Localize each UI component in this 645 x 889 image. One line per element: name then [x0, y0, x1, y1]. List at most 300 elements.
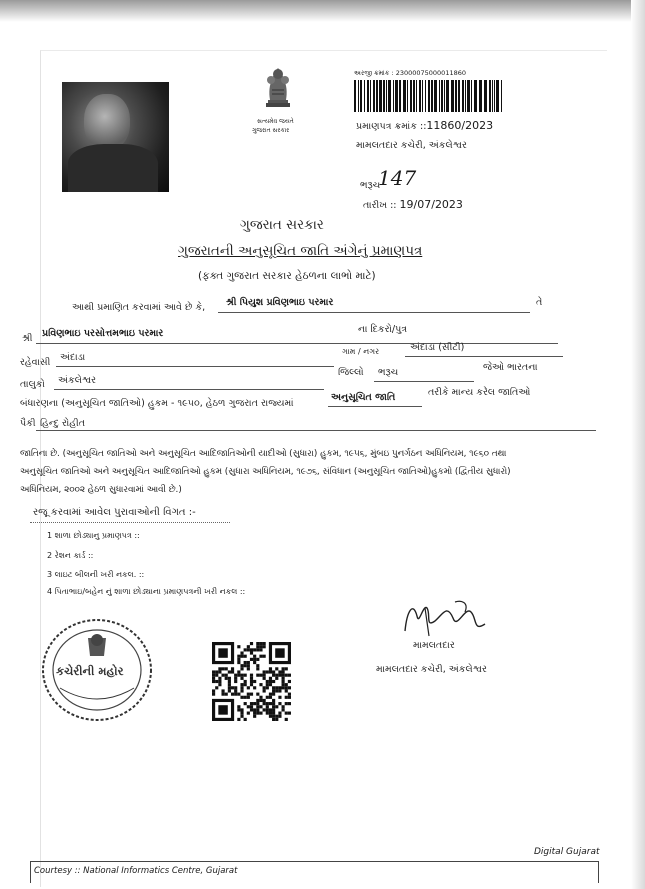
qr-module — [256, 708, 259, 711]
signatory-office: મામલતદાર કચેરી, અંકલેશ્વર — [376, 664, 487, 675]
barcode-bar — [492, 80, 493, 112]
qr-module — [256, 667, 259, 670]
barcode-bar — [416, 80, 417, 112]
qr-module — [240, 677, 243, 680]
qr-module — [244, 702, 247, 705]
barcode-bar — [496, 80, 499, 112]
handwritten-number: 147 — [378, 166, 417, 190]
qr-module — [212, 680, 215, 683]
qr-module — [256, 693, 259, 696]
barcode-bar — [393, 80, 394, 112]
date-value: 19/07/2023 — [399, 198, 463, 211]
qr-module — [272, 689, 275, 692]
qr-module — [263, 708, 266, 711]
qr-module — [247, 712, 250, 715]
application-no-label: અરજી ક્રમાંક — [354, 69, 390, 77]
qr-module — [234, 689, 237, 692]
qr-module — [253, 686, 256, 689]
qr-module — [247, 661, 250, 664]
documents-heading-underline — [30, 522, 230, 523]
qr-module — [263, 686, 266, 689]
qr-module — [282, 705, 285, 708]
qr-module — [285, 683, 288, 686]
qr-module — [272, 699, 275, 702]
qr-finder — [275, 648, 284, 657]
barcode-bar — [383, 80, 385, 112]
qr-module — [237, 708, 240, 711]
qr-module — [278, 712, 281, 715]
qr-module — [272, 680, 275, 683]
qr-module — [228, 680, 231, 683]
qr-module — [244, 674, 247, 677]
qr-module — [253, 658, 256, 661]
scan-edge — [631, 0, 645, 889]
government-title: ગુજરાત સરકાર — [240, 217, 324, 233]
applicant-name: શ્રી પિયુશ પ્રવિણભાઇ પરમાર — [226, 297, 334, 308]
qr-module — [253, 680, 256, 683]
qr-module — [228, 686, 231, 689]
state-emblem-icon — [248, 60, 308, 122]
qr-module — [285, 696, 288, 699]
qr-module — [263, 642, 266, 645]
qr-module — [253, 715, 256, 718]
qr-module — [250, 651, 253, 654]
qr-module — [237, 705, 240, 708]
qr-module — [278, 674, 281, 677]
qr-module — [212, 674, 215, 677]
barcode-bar — [431, 80, 433, 112]
qr-module — [218, 667, 221, 670]
barcode-bar — [367, 80, 369, 112]
qr-module — [244, 696, 247, 699]
qr-module — [272, 693, 275, 696]
qr-module — [256, 674, 259, 677]
qr-module — [240, 712, 243, 715]
footer-border-left — [30, 861, 31, 883]
barcode-bar — [458, 80, 460, 112]
qr-module — [272, 712, 275, 715]
qr-module — [266, 708, 269, 711]
barcode-bar — [370, 80, 371, 112]
qr-module — [272, 686, 275, 689]
qr-module — [272, 674, 275, 677]
barcode-bar — [471, 80, 472, 112]
qr-module — [244, 664, 247, 667]
barcode-bar — [407, 80, 408, 112]
qr-module — [266, 712, 269, 715]
qr-module — [285, 718, 288, 721]
barcode-bar — [379, 80, 382, 112]
barcode-bar — [441, 80, 443, 112]
qr-module — [231, 667, 234, 670]
photo-body — [68, 144, 158, 192]
qr-module — [285, 667, 288, 670]
qr-module — [247, 705, 250, 708]
qr-module — [228, 670, 231, 673]
qr-module — [272, 708, 275, 711]
qr-module — [225, 674, 228, 677]
qr-module — [237, 645, 240, 648]
district-label: જિલ્લો — [338, 367, 364, 378]
qr-module — [285, 702, 288, 705]
qr-module — [244, 661, 247, 664]
taluka-underline — [54, 389, 324, 390]
qr-module — [237, 658, 240, 661]
qr-module — [256, 699, 259, 702]
qr-module — [263, 702, 266, 705]
qr-module — [234, 693, 237, 696]
qr-module — [240, 715, 243, 718]
qr-module — [269, 708, 272, 711]
barcode-bar — [422, 80, 423, 112]
footer-border-right — [598, 861, 599, 883]
qr-module — [244, 683, 247, 686]
qr-module — [212, 677, 215, 680]
qr-module — [259, 642, 262, 645]
qr-module — [285, 674, 288, 677]
qr-module — [247, 645, 250, 648]
india-text: જેઓ ભારતના — [483, 362, 538, 373]
qr-module — [275, 718, 278, 721]
barcode-bar — [501, 80, 502, 112]
qr-module — [212, 693, 215, 696]
caste-category: અનુસૂચિત જાતિ — [331, 392, 396, 403]
qr-module — [244, 680, 247, 683]
qr-module — [247, 648, 250, 651]
barcode-bar — [354, 80, 356, 112]
qr-module — [256, 712, 259, 715]
qr-finder — [218, 705, 227, 714]
qr-module — [253, 661, 256, 664]
barcode-bar — [386, 80, 387, 112]
qr-module — [275, 667, 278, 670]
qr-module — [225, 667, 228, 670]
qr-module — [278, 696, 281, 699]
footer-border — [30, 861, 598, 862]
barcode-bar — [428, 80, 430, 112]
name-underline — [218, 312, 530, 313]
barcode-bar — [467, 80, 470, 112]
resident-value: અંદાડા — [60, 352, 86, 363]
emblem-subcaption: ગુજરાત સરકાર — [252, 127, 290, 134]
qr-module — [247, 667, 250, 670]
qr-module — [256, 702, 259, 705]
qr-module — [266, 683, 269, 686]
qr-module — [288, 686, 291, 689]
qr-module — [272, 705, 275, 708]
qr-module — [263, 655, 266, 658]
qr-module — [266, 686, 269, 689]
qr-module — [231, 686, 234, 689]
certify-text: આથી પ્રમાણિત કરવામાં આવે છે કે, — [72, 302, 206, 313]
qr-code-icon — [212, 642, 291, 721]
barcode-bar — [360, 80, 362, 112]
qr-module — [240, 689, 243, 692]
qr-module — [247, 696, 250, 699]
qr-module — [247, 693, 250, 696]
qr-module — [259, 645, 262, 648]
qr-module — [250, 677, 253, 680]
qr-module — [234, 677, 237, 680]
qr-module — [256, 648, 259, 651]
qr-module — [212, 670, 215, 673]
qr-module — [234, 686, 237, 689]
qr-module — [282, 708, 285, 711]
father-underline — [36, 343, 558, 344]
qr-module — [225, 677, 228, 680]
taluka-value: અંકલેશ્વર — [58, 375, 97, 386]
barcode-bar — [425, 80, 426, 112]
qr-module — [250, 693, 253, 696]
qr-module — [266, 696, 269, 699]
qr-module — [240, 674, 243, 677]
qr-module — [266, 705, 269, 708]
qr-module — [228, 677, 231, 680]
qr-module — [240, 655, 243, 658]
barcode-bar — [358, 80, 359, 112]
documents-heading: રજૂ કરવામાં આવેલ પુરાવાઓની વિગત :- — [33, 507, 196, 518]
barcode-bar — [446, 80, 449, 112]
qr-module — [231, 670, 234, 673]
qr-module — [250, 705, 253, 708]
qr-module — [282, 667, 285, 670]
qr-module — [269, 696, 272, 699]
barcode-bar — [399, 80, 401, 112]
qr-module — [269, 677, 272, 680]
qr-module — [275, 689, 278, 692]
paragraph-line-2: અનુસૂચિત જાતિઓ અને અનુસૂચિત આદિજાતિઓ હુકમ (સુધારા અધિનિયમ, ૧૯૭૬, સંવિધાન (અનુસૂચિત જાતિઓ)હુકમો (દ્વિતીય સુધારો) — [20, 467, 511, 477]
qr-module — [237, 661, 240, 664]
qr-module — [231, 693, 234, 696]
qr-module — [215, 686, 218, 689]
barcode-bar — [484, 80, 487, 112]
qr-module — [266, 702, 269, 705]
qr-module — [228, 683, 231, 686]
qr-module — [263, 670, 266, 673]
place-label: ભરૂચ — [360, 180, 381, 191]
qr-module — [215, 670, 218, 673]
qr-module — [237, 693, 240, 696]
qr-module — [250, 708, 253, 711]
qr-module — [288, 680, 291, 683]
qr-module — [253, 655, 256, 658]
certificate-subtitle: (ફક્ત ગુજરાત સરકાર હેઠળના લાભો માટે) — [198, 270, 376, 282]
qr-module — [244, 648, 247, 651]
qr-module — [269, 670, 272, 673]
qr-module — [272, 702, 275, 705]
qr-module — [253, 648, 256, 651]
barcode-bar — [455, 80, 457, 112]
signature-icon — [395, 596, 495, 646]
qr-module — [263, 699, 266, 702]
qr-module — [218, 670, 221, 673]
qr-module — [278, 702, 281, 705]
qr-module — [263, 645, 266, 648]
qr-module — [240, 667, 243, 670]
qr-module — [288, 693, 291, 696]
qr-module — [221, 674, 224, 677]
barcode-bar — [434, 80, 437, 112]
date-label: તારીખ — [363, 200, 388, 211]
qr-module — [221, 667, 224, 670]
document-item-4: 4 પિતાભાઇ/બહેન નું શાળા છોડ્યાના પ્રમાણપત્રની ખરી નકલ :: — [47, 587, 246, 596]
qr-module — [240, 651, 243, 654]
qr-module — [275, 715, 278, 718]
qr-module — [250, 658, 253, 661]
qr-module — [278, 670, 281, 673]
qr-module — [282, 683, 285, 686]
qr-module — [240, 696, 243, 699]
qr-module — [259, 683, 262, 686]
qr-module — [288, 712, 291, 715]
qr-module — [253, 708, 256, 711]
signatory-designation: મામલતદાર — [413, 640, 455, 651]
qr-module — [272, 670, 275, 673]
barcode-bar — [444, 80, 445, 112]
qr-module — [266, 680, 269, 683]
barcode-bar — [489, 80, 491, 112]
qr-module — [282, 686, 285, 689]
qr-module — [218, 677, 221, 680]
barcode-bar — [373, 80, 375, 112]
qr-module — [269, 683, 272, 686]
qr-module — [269, 702, 272, 705]
qr-module — [225, 693, 228, 696]
barcode-bar — [462, 80, 464, 112]
qr-module — [278, 686, 281, 689]
qr-module — [237, 674, 240, 677]
qr-module — [240, 686, 243, 689]
qr-module — [259, 712, 262, 715]
qr-module — [282, 677, 285, 680]
barcode-bar — [364, 80, 365, 112]
qr-module — [282, 674, 285, 677]
qr-module — [250, 702, 253, 705]
qr-module — [221, 689, 224, 692]
qr-module — [269, 667, 272, 670]
qr-module — [275, 705, 278, 708]
district-value: ભરૂચ — [378, 367, 399, 378]
qr-module — [244, 718, 247, 721]
qr-module — [259, 696, 262, 699]
qr-module — [288, 696, 291, 699]
certificate-no-value: 11860/2023 — [426, 119, 494, 132]
qr-module — [250, 680, 253, 683]
barcode-bar — [395, 80, 398, 112]
qr-module — [285, 712, 288, 715]
certificate-no-label: પ્રમાણપત્ર ક્રમાંક — [356, 121, 417, 132]
emblem-caption: સત્યમેવ જયતે — [257, 118, 294, 125]
qr-module — [285, 686, 288, 689]
barcode-bar — [376, 80, 378, 112]
qr-module — [240, 664, 243, 667]
qr-module — [272, 718, 275, 721]
barcode-bar — [451, 80, 454, 112]
caste-underline — [36, 430, 596, 431]
application-no-value: 23000075000011860 — [395, 69, 466, 77]
recognized-text: તરીકે માન્ય કરેલ જાતિઓ — [428, 387, 531, 398]
qr-module — [247, 664, 250, 667]
scan-shadow — [0, 0, 645, 22]
category-underline — [328, 406, 422, 407]
qr-finder — [218, 648, 227, 657]
barcode-bar — [439, 80, 440, 112]
qr-module — [269, 712, 272, 715]
application-number: અરજી ક્રમાંક : 23000075000011860 — [354, 69, 466, 77]
qr-module — [215, 680, 218, 683]
qr-module — [250, 674, 253, 677]
qr-module — [278, 689, 281, 692]
qr-module — [240, 708, 243, 711]
qr-module — [218, 683, 221, 686]
qr-module — [221, 693, 224, 696]
applicant-photo — [62, 82, 169, 192]
qr-module — [240, 683, 243, 686]
district-underline — [374, 381, 474, 382]
qr-module — [272, 715, 275, 718]
qr-module — [269, 693, 272, 696]
qr-module — [253, 702, 256, 705]
qr-module — [250, 648, 253, 651]
qr-module — [275, 686, 278, 689]
footer-brand: Digital Gujarat — [534, 847, 600, 857]
qr-module — [244, 655, 247, 658]
barcode-bar — [479, 80, 482, 112]
qr-module — [256, 664, 259, 667]
qr-module — [259, 674, 262, 677]
qr-module — [212, 689, 215, 692]
village-value: અંદાડા (સીટી) — [410, 342, 465, 353]
qr-module — [228, 689, 231, 692]
photo-face — [84, 94, 130, 150]
qr-module — [282, 670, 285, 673]
shri-prefix: શ્રી — [22, 333, 33, 344]
barcode-icon — [354, 80, 504, 112]
qr-module — [256, 642, 259, 645]
issue-date: તારીખ :: 19/07/2023 — [363, 198, 463, 211]
qr-module — [215, 674, 218, 677]
qr-module — [259, 655, 262, 658]
paragraph-line-3: અધિનિયમ, ૨૦૦૨ હેઠળ સુધારવામાં આવી છે.) — [20, 485, 182, 495]
son-of-label: ના દિકરો/પુત્ર — [358, 324, 408, 335]
qr-module — [250, 642, 253, 645]
qr-module — [234, 674, 237, 677]
father-name: પ્રવિણભાઇ પરસોત્તમભાઇ પરમાર — [42, 328, 164, 339]
among-label: પૈકી — [20, 418, 36, 429]
qr-module — [275, 674, 278, 677]
qr-module — [282, 680, 285, 683]
barcode-bar — [494, 80, 495, 112]
seal-text: કચેરીની મહોર — [56, 664, 124, 678]
qr-module — [275, 677, 278, 680]
qr-module — [234, 680, 237, 683]
qr-module — [285, 689, 288, 692]
constitution-text: બંધારણના (અનુસૂચિત જાતિઓ) હુકમ - ૧૯૫૦, હેઠળ ગુજરાત રાજ્યમાં — [20, 398, 294, 409]
document-item-3: 3 લાઇટ બીલની ખરી નકલ. :: — [47, 570, 145, 579]
qr-module — [259, 699, 262, 702]
qr-module — [259, 705, 262, 708]
qr-module — [237, 655, 240, 658]
qr-module — [269, 680, 272, 683]
qr-module — [288, 702, 291, 705]
resident-label: રહેવાસી — [20, 357, 51, 368]
document-item-1: 1 શાળા છોડ્યાનુ પ્રમાણપત્ર :: — [47, 531, 140, 540]
document-item-2: 2 રેશન કાર્ડ :: — [47, 551, 94, 560]
qr-module — [288, 674, 291, 677]
caste-name: હિન્દુ રોહીત — [40, 418, 86, 429]
qr-module — [266, 670, 269, 673]
barcode-bar — [474, 80, 477, 112]
